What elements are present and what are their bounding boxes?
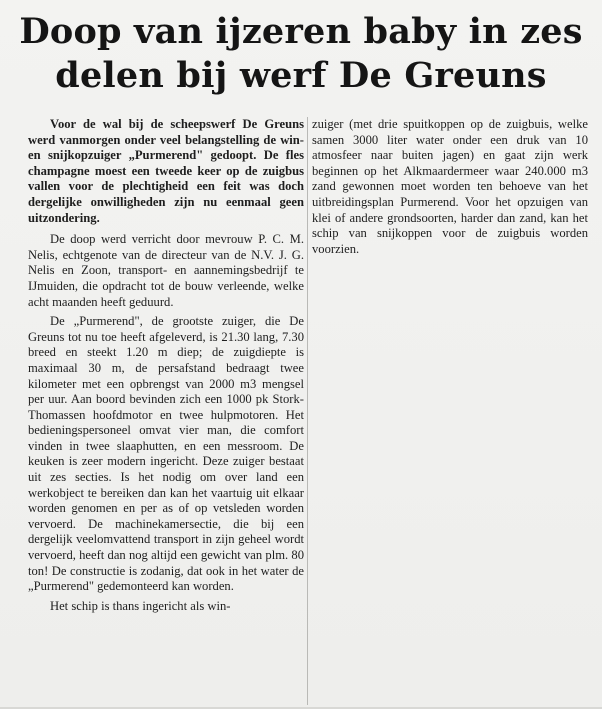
headline-line-1: Doop van ijzeren baby in zes [19, 11, 583, 52]
body-paragraph-2: De „Purmerend", de grootste zuiger, die De Greuns tot nu toe heeft afgeleverd, is 21.30 lang, 7.30 breed en steekt 1.20 m diep; de zuigdiepte is maximaal 30 m, de persafstand bedraagt twee kilometer met een opbrengst van 2000 m3 mengsel per uur. Aan boord bevinden zich een 1000 pk Stork-Thomassen hoofdmotor en twee hulpmotoren. Het bedieningspersoneel omvat vier man, die comfort vinden in twee slaaphutten, en een messroom. De keuken is zeer modern ingericht. Deze zuiger bestaat uit zes secties. Is het nodig om over land een werkobject te bereiken dan kan het vaartuig uit elkaar worden genomen en per as of op vetsleden worden vervoerd. De machinekamersectie, die bij een dergelijk veelomvattend transport in zijn geheel wordt vervoerd, heeft dan nog altijd een gewicht van plm. 80 ton! De constructie is zodanig, dat ook in het water de „Purmerend" gedemonteerd kan worden. [28, 314, 304, 594]
article-column-left [28, 117, 304, 618]
lead-paragraph: Voor de wal bij de scheepswerf De Greuns werd vanmorgen onder veel belangstelling de win- en snijkopzuiger „Purmerend" gedoopt. De fles champagne moest een tweede keer op de zuigbus vallen voor de plechtigheid een feit was doch dergelijke onwilligheden zijn nu eenmaal geen uitzondering. [28, 117, 304, 225]
body-paragraph-3-continued: zuiger (met drie spuitkoppen op de zuigbuis, welke samen 3000 liter water onder een druk van 10 atmosfeer naar buiten jagen) en gaat zijn werk beginnen op het Alkmaardermeer waar 240.000 m3 zand gewonnen moet worden ten behoeve van het uitbreidingsplan Purmerend. Voor het opzuigen van klei of andere grondsoorten, harder dan zand, kan het schip van snijkoppen voor de zuigbuis worden voorzien. [312, 117, 588, 256]
column-divider [307, 117, 308, 705]
body-paragraph-1: De doop werd verricht door mevrouw P. C. M. Nelis, echtgenote van de directeur van de N.V. J. G. Nelis en Zoon, transport- en aannemingsbedrijf te IJmuiden, die opdracht tot de bouw verleende, welke acht maanden heeft geduurd. [28, 232, 304, 309]
headline-line-2: delen bij werf De Greuns [55, 55, 547, 96]
article-column-right [312, 117, 588, 257]
headline [10, 10, 592, 98]
body-paragraph-3-start: Het schip is thans ingericht als win- [50, 598, 231, 613]
